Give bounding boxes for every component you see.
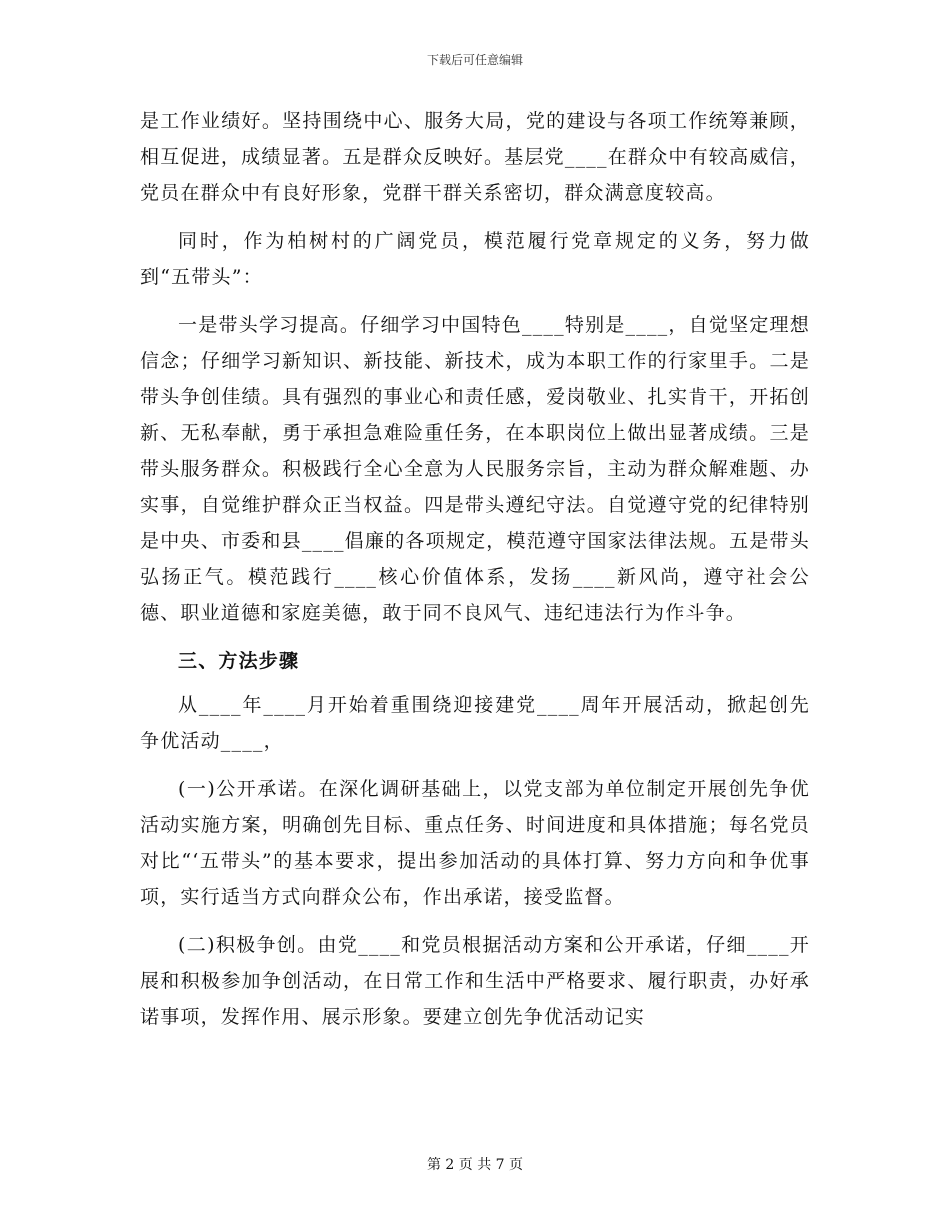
page-footer: 第 2 页 共 7 页 [426,1157,524,1173]
document-body [140,103,810,1047]
paragraph-public-commitment: (一)公开承诺。在深化调研基础上，以党支部为单位制定开展创先争优活动实施方案，明确创先目标、重点任务、时间进度和具体措施；每名党员对比“‘五带头”的基本要求，提出参加活动的具体打算、努力方向和争优事项，实行适当方式向群众公布，作出承诺，接受监督。 [140,778,810,908]
paragraph-timeline: 从____年____月开始着重围绕迎接建党____周年开展活动，掀起创先争优活动____， [140,694,810,752]
paragraph-five-leads-detail: 一是带头学习提高。仔细学习中国特色____特别是____，自觉坚定理想信念；仔细学习新知识、新技能、新技术，成为本职工作的行家里手。二是带头争创佳绩。具有强烈的事业心和责任感，爱岗敬业、扎实肯干，开拓创新、无私奉献，勇于承担急难险重任务，在本职岗位上做出显著成绩。三是带头服务群众。积极践行全心全意为人民服务宗旨，主动为群众解难题、办实事，自觉维护群众正当权益。四是带头遵纪守法。自觉遵守党的纪律特别是中央、市委和县____倡廉的各项规定，模范遵守国家法律法规。五是带头弘扬正气。模范践行____核心价值体系，发扬____新风尚，遵守社会公德、职业道德和家庭美德，敢于同不良风气、违纪违法行为作斗争。 [140,314,810,624]
page-header: 下载后可任意编辑 [426,53,523,67]
section-heading-methods: 三、方法步骤 [178,650,300,672]
paragraph-five-leads-intro: 同时，作为柏树村的广阔党员，模范履行党章规定的义务，努力做到“五带头”： [140,230,810,288]
paragraph-continued: 是工作业绩好。坚持围绕中心、服务大局，党的建设与各项工作统筹兼顾，相互促进，成绩显著。五是群众反映好。基层党____在群众中有较高威信，党员在群众中有良好形象，党群干群关系密切，群众满意度较高。 [140,110,810,204]
paragraph-active-striving: (二)积极争创。由党____和党员根据活动方案和公开承诺，仔细____开展和积极参加争创活动，在日常工作和生活中严格要求、履行职责，办好承诺事项，发挥作用、展示形象。要建立创先争优活动记实 [140,934,810,1028]
